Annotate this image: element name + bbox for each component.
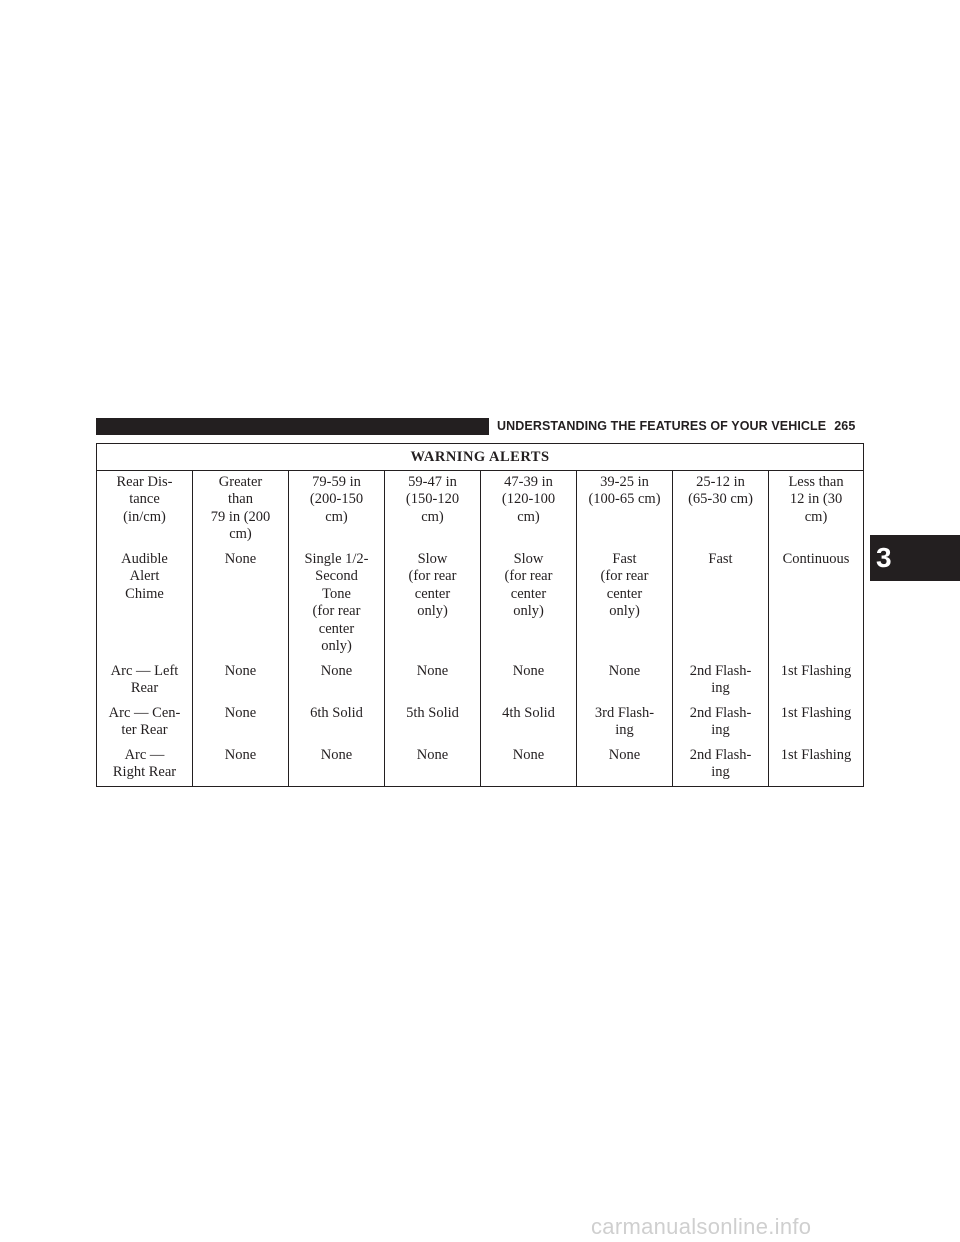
warning-alerts-table bbox=[96, 443, 864, 787]
table-cell: None bbox=[385, 744, 481, 787]
table-cell: 6th Solid bbox=[289, 702, 385, 744]
running-header bbox=[497, 417, 855, 436]
section-title: UNDERSTANDING THE FEATURES OF YOUR VEHICLE bbox=[497, 419, 827, 433]
table-cell: 4th Solid bbox=[481, 702, 577, 744]
table-cell: Slow (for rear center only) bbox=[385, 548, 481, 660]
table-cell: 3rd Flash- ing bbox=[577, 702, 673, 744]
row-label: Arc — Left Rear bbox=[97, 660, 193, 702]
table-cell: None bbox=[481, 744, 577, 787]
table-cell: 1st Flashing bbox=[769, 660, 864, 702]
table-cell: 2nd Flash- ing bbox=[673, 744, 769, 787]
row-label: Arc — Cen- ter Rear bbox=[97, 702, 193, 744]
table-cell: 5th Solid bbox=[385, 702, 481, 744]
table-cell: Continuous bbox=[769, 548, 864, 660]
table-cell: Fast (for rear center only) bbox=[577, 548, 673, 660]
table-cell: 25-12 in (65-30 cm) bbox=[673, 470, 769, 548]
table-cell: 2nd Flash- ing bbox=[673, 660, 769, 702]
table-cell: Slow (for rear center only) bbox=[481, 548, 577, 660]
table-row bbox=[97, 744, 864, 787]
page-number: 265 bbox=[834, 419, 856, 433]
table-cell: None bbox=[193, 702, 289, 744]
table-cell: None bbox=[289, 660, 385, 702]
table-cell: 47-39 in (120-100 cm) bbox=[481, 470, 577, 548]
table-cell: 39-25 in (100-65 cm) bbox=[577, 470, 673, 548]
table-cell: None bbox=[481, 660, 577, 702]
row-label: Arc — Right Rear bbox=[97, 744, 193, 787]
table-cell: 1st Flashing bbox=[769, 744, 864, 787]
table-cell: None bbox=[577, 744, 673, 787]
table-row bbox=[97, 702, 864, 744]
table-cell: Fast bbox=[673, 548, 769, 660]
table-cell: Greater than 79 in (200 cm) bbox=[193, 470, 289, 548]
table-cell: None bbox=[289, 744, 385, 787]
chapter-number: 3 bbox=[876, 542, 892, 573]
table-cell: 2nd Flash- ing bbox=[673, 702, 769, 744]
table-cell: None bbox=[577, 660, 673, 702]
row-label: Audible Alert Chime bbox=[97, 548, 193, 660]
watermark: carmanualsonline.info bbox=[591, 1214, 812, 1239]
table-cell: 59-47 in (150-120 cm) bbox=[385, 470, 481, 548]
table-row bbox=[97, 660, 864, 702]
table-cell: None bbox=[193, 548, 289, 660]
distance-row bbox=[97, 470, 864, 548]
row-label: Rear Dis- tance (in/cm) bbox=[97, 470, 193, 548]
table-cell: None bbox=[193, 744, 289, 787]
table-title: WARNING ALERTS bbox=[97, 444, 864, 471]
table-cell: None bbox=[385, 660, 481, 702]
table-cell: 79-59 in (200-150 cm) bbox=[289, 470, 385, 548]
table-cell: Single 1/2- Second Tone (for rear center only) bbox=[289, 548, 385, 660]
table-cell: 1st Flashing bbox=[769, 702, 864, 744]
table-cell: None bbox=[193, 660, 289, 702]
table-row bbox=[97, 548, 864, 660]
header-rule-bar bbox=[96, 418, 489, 435]
table-cell: Less than 12 in (30 cm) bbox=[769, 470, 864, 548]
